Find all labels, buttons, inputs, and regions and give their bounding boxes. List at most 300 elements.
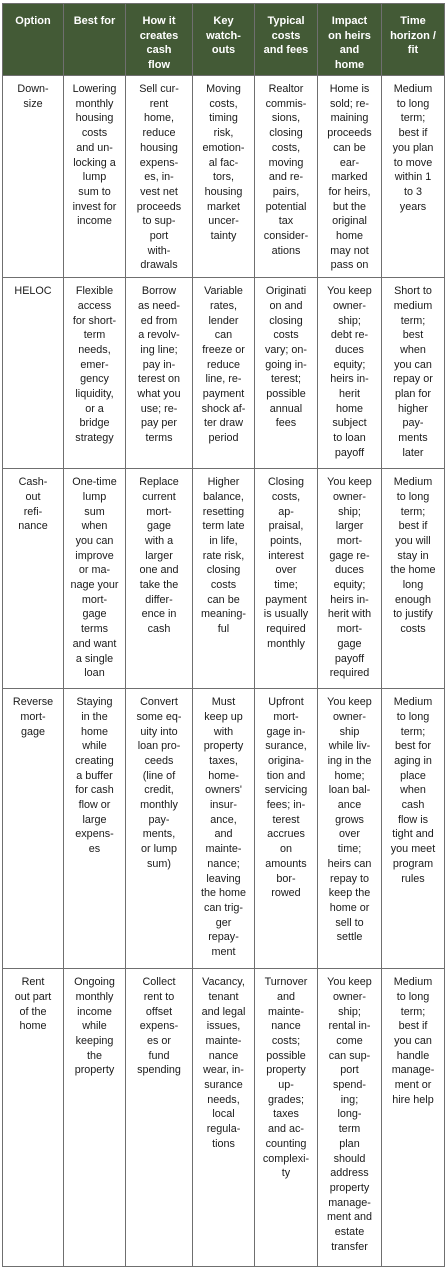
cell-line: Lowering <box>72 83 117 95</box>
cell-line: cash <box>147 623 171 636</box>
cell-line: pay in- <box>142 358 176 371</box>
cell-line: repay- <box>208 931 239 944</box>
cell-line: take the <box>139 579 179 592</box>
cell-line: ty <box>281 1167 291 1180</box>
cell-line: uncer- <box>208 215 239 228</box>
cell-line: Collect <box>142 976 176 989</box>
cell-line: monthly <box>140 799 178 812</box>
cell-line: cash <box>401 799 425 812</box>
cell-line: port <box>149 230 169 243</box>
cell-line: heirs in- <box>330 593 369 606</box>
table-body <box>3 76 445 1267</box>
cell-line: to move <box>393 156 433 169</box>
cell-line: come <box>336 1034 363 1047</box>
cell-line: heirs can <box>327 857 372 870</box>
cell-line: freeze or <box>202 343 245 356</box>
cell-line: es <box>88 843 101 856</box>
cell-line: owner- <box>332 490 366 503</box>
cell-line: housing <box>140 141 178 154</box>
cell-line: Replace <box>139 476 179 489</box>
cell-line: of the <box>19 1005 47 1018</box>
cell-line: but the <box>332 200 367 213</box>
cell-line: ations <box>271 244 301 257</box>
cell-line: tainty <box>210 230 237 243</box>
cell-line: the home <box>200 887 247 900</box>
cell-line: ear- <box>339 156 360 169</box>
cell-line: ship <box>339 725 360 738</box>
cell-line: invest for <box>72 200 117 213</box>
cell-line: outs <box>211 44 236 56</box>
cell-line: pay per <box>140 417 177 430</box>
column-header-costs-fees <box>255 4 318 76</box>
cell-line: you can <box>394 1034 432 1047</box>
cell-costs-fees <box>255 469 318 689</box>
cell-line: flow <box>148 58 170 71</box>
cell-line: later <box>402 446 424 459</box>
cell-line: Typical <box>267 15 305 27</box>
cell-line: Sell cur- <box>139 83 179 95</box>
cell-line: risk, <box>213 127 234 140</box>
cell-line: access <box>77 299 112 312</box>
cell-line: over <box>338 828 360 841</box>
cell-line: You keep <box>327 976 372 989</box>
cell-line: sions, <box>271 112 301 125</box>
cell-line: tight and <box>392 828 434 841</box>
cell-line: One-time <box>72 476 117 489</box>
cell-line: Turnover <box>264 976 308 989</box>
cell-line: income <box>77 215 112 228</box>
cell-best-for <box>64 689 126 969</box>
cell-line: Moving <box>206 83 241 95</box>
cell-line: wear, in- <box>203 1064 244 1077</box>
cell-line: payoff <box>334 446 365 459</box>
cell-line: You keep <box>327 476 372 489</box>
cell-line: to long <box>396 710 430 723</box>
cell-line: best for <box>394 740 431 753</box>
cell-line: transfer <box>331 1240 368 1253</box>
cell-watch-outs <box>193 278 255 469</box>
cell-line: required <box>329 667 370 680</box>
cell-line: local <box>212 1108 235 1121</box>
cell-line: expens- <box>139 156 179 169</box>
cell-line: Home is <box>329 83 370 95</box>
cell-best-for <box>64 76 126 278</box>
cell-line: leaving <box>206 872 241 885</box>
cell-line: subject <box>332 417 367 430</box>
cell-line: repay to <box>329 872 369 885</box>
cell-line: marked <box>331 171 368 184</box>
cell-cash-flow <box>126 969 193 1267</box>
cell-line: lump <box>82 490 107 503</box>
cell-line: keeping <box>75 1034 114 1047</box>
cell-line: size <box>23 97 43 110</box>
cell-line: home- <box>208 769 239 782</box>
cell-line: interest <box>268 549 304 562</box>
cell-line: costs, <box>271 141 301 154</box>
cell-line: commis- <box>265 97 307 110</box>
cell-best-for <box>64 278 126 469</box>
cell-line: rowed <box>271 887 301 900</box>
table-header <box>3 4 445 76</box>
cell-time-horizon <box>382 278 445 469</box>
cell-heirs-home <box>318 469 382 689</box>
cell-line: drawals <box>140 259 178 272</box>
cell-line: costs; <box>271 1034 301 1047</box>
cell-line: and legal <box>201 1005 246 1018</box>
cell-line: loan bal- <box>328 784 371 797</box>
cell-line: annual <box>269 402 303 415</box>
cell-line: for cash <box>75 784 114 797</box>
cell-line: meaning- <box>200 608 246 621</box>
cell-line: hire help <box>392 1093 434 1106</box>
cell-line: home <box>334 58 365 71</box>
cell-line: sum to <box>78 185 111 198</box>
cell-line: monthly <box>75 97 114 110</box>
cell-line: ceeds <box>144 754 174 767</box>
cell-line: sell to <box>335 916 364 929</box>
cell-line: payment <box>265 593 307 606</box>
cell-line: out part <box>14 990 52 1003</box>
table-row <box>3 278 445 469</box>
cell-line: term; <box>400 112 426 125</box>
cell-best-for <box>64 469 126 689</box>
cell-time-horizon <box>382 469 445 689</box>
cell-line: monthly <box>267 637 305 650</box>
cell-line: to long <box>396 97 430 110</box>
cell-line: term; <box>400 725 426 738</box>
cell-line: over <box>275 564 297 577</box>
cell-line: home <box>80 725 108 738</box>
cell-heirs-home <box>318 76 382 278</box>
cell-line: potential <box>265 200 307 213</box>
cell-line: owner- <box>332 299 366 312</box>
cell-line: property <box>74 1064 115 1077</box>
cell-line: You keep <box>327 696 372 709</box>
cell-line: for heirs, <box>328 185 371 198</box>
cell-line: es or <box>146 1034 171 1047</box>
cell-line: ap- <box>278 505 294 518</box>
cell-line: shock af- <box>201 402 246 415</box>
cell-line: ment <box>211 946 236 959</box>
cell-heirs-home <box>318 278 382 469</box>
cell-line: spending <box>137 1064 181 1077</box>
cell-line: expens- <box>139 1020 179 1033</box>
cell-line: medium <box>393 299 433 312</box>
cell-line: to loan <box>333 432 366 445</box>
cell-line: to sup- <box>142 215 176 228</box>
cell-line: pairs, <box>272 185 300 198</box>
cell-line: terms <box>81 623 108 636</box>
cell-line: keep the <box>328 887 371 900</box>
cell-heirs-home <box>318 969 382 1267</box>
cell-line: Short to <box>394 285 432 298</box>
cell-line: to justify <box>393 608 433 621</box>
cell-line: Key <box>213 15 234 27</box>
cell-line: Time <box>400 15 426 27</box>
cell-line: mort- <box>81 593 108 606</box>
cell-line: stay in <box>397 549 429 562</box>
cell-costs-fees <box>255 969 318 1267</box>
cell-line: terest on <box>137 373 180 386</box>
cell-cash-flow <box>126 469 193 689</box>
cell-best-for <box>64 969 126 1267</box>
cell-line: gage <box>82 608 107 621</box>
cell-line: bor- <box>276 872 296 885</box>
cell-line: ments <box>398 432 428 445</box>
cell-line: ance, <box>210 813 237 826</box>
cell-line: ship; <box>338 314 361 327</box>
cell-line: Originati <box>265 285 307 298</box>
cell-line: Rent <box>21 976 45 989</box>
cell-line: when <box>400 343 426 356</box>
cell-line: costs <box>273 329 299 342</box>
cell-line: Flexible <box>75 285 114 298</box>
cell-line: housing <box>75 112 114 125</box>
cell-line: owners' <box>205 784 242 797</box>
cell-line: gency <box>80 373 109 386</box>
cell-line: ment or <box>394 1079 432 1092</box>
cell-line: duces <box>335 564 364 577</box>
cell-line: best if <box>398 127 428 140</box>
table-row <box>3 76 445 278</box>
cell-line: Medium <box>393 976 433 989</box>
cell-line: and <box>214 828 233 841</box>
cell-line: or a <box>85 402 104 415</box>
cell-line: and fees <box>263 44 309 56</box>
cell-line: heirs in- <box>330 373 369 386</box>
cell-line: complexi- <box>262 1152 310 1165</box>
cell-line: tion and <box>266 769 306 782</box>
cell-line: nance <box>208 1049 239 1062</box>
cell-line: bridge <box>79 417 110 430</box>
cell-line: home or <box>329 901 370 914</box>
option-name-cell <box>3 969 64 1267</box>
column-header-heirs-home <box>318 4 382 76</box>
cell-line: ing line; <box>140 343 178 356</box>
cell-line: grows <box>335 813 364 826</box>
cell-line: plan for <box>394 388 431 401</box>
cell-line: How it <box>142 15 176 27</box>
option-name-cell <box>3 76 64 278</box>
cell-line: higher <box>397 402 428 415</box>
cell-line: costs, <box>271 490 301 503</box>
cell-line: Down- <box>17 83 49 95</box>
cell-line: terest <box>272 813 300 826</box>
cell-line: larger <box>335 520 364 533</box>
cell-line: insur- <box>210 799 237 812</box>
cell-line: nance; <box>207 857 240 870</box>
cell-line: emotion- <box>202 141 245 154</box>
cell-line: vary; on- <box>264 343 307 356</box>
cell-line: and ac- <box>267 1123 304 1136</box>
cell-line: fund <box>148 1049 170 1062</box>
cell-line: should <box>333 1152 366 1165</box>
cell-line: reduce <box>206 358 240 371</box>
cell-line: locking a <box>73 156 116 169</box>
cell-line: rent to <box>143 990 175 1003</box>
cell-line: tors, <box>213 171 234 184</box>
cell-watch-outs <box>193 689 255 969</box>
cell-line: when <box>81 520 108 533</box>
cell-line: plan <box>339 1137 360 1150</box>
header-row <box>3 4 445 76</box>
cell-line: emer- <box>80 358 109 371</box>
cell-line: you meet <box>390 843 436 856</box>
cell-line: within 1 <box>394 171 432 184</box>
cell-line: surance, <box>265 740 307 753</box>
cell-line: duces <box>335 343 364 356</box>
cell-line: can trig- <box>203 901 243 914</box>
cell-line: what you <box>137 388 181 401</box>
cell-line: rent <box>149 97 169 110</box>
cell-line: terms <box>145 432 173 445</box>
cell-line: in life, <box>209 534 238 547</box>
cell-line: lender <box>208 314 239 327</box>
cell-line: home; <box>334 769 365 782</box>
cell-line: property <box>329 1181 370 1194</box>
cell-line: taxes, <box>209 754 238 767</box>
cell-line: current <box>142 490 176 503</box>
cell-line: with a <box>144 534 174 547</box>
cell-line: you can <box>394 358 432 371</box>
cell-line: equity; <box>333 579 366 592</box>
cell-line: mainte- <box>267 1005 304 1018</box>
cell-line: in the <box>81 710 108 723</box>
cell-line: time; <box>274 579 298 592</box>
cell-line: with- <box>147 244 171 257</box>
cell-line: Best for <box>73 15 116 27</box>
cell-line: gage <box>146 520 172 533</box>
cell-line: Impact <box>331 15 368 27</box>
cell-line: housing <box>204 185 243 198</box>
option-name-cell <box>3 469 64 689</box>
cell-line: or ma- <box>78 564 111 577</box>
cell-time-horizon <box>382 969 445 1267</box>
cell-line: can <box>214 329 233 342</box>
cell-line: credit, <box>144 784 174 797</box>
cell-line: income <box>77 1005 112 1018</box>
cell-line: Upfront <box>268 696 304 709</box>
cell-line: closing <box>269 314 303 327</box>
cell-line: gage <box>20 725 46 738</box>
cell-line: lump <box>82 171 107 184</box>
cell-line: sum) <box>147 857 171 870</box>
table-row <box>3 689 445 969</box>
cell-line: manage- <box>391 1064 435 1077</box>
cell-line: as need- <box>137 299 181 312</box>
cell-line: Medium <box>393 83 433 95</box>
cell-line: tenant <box>208 990 239 1003</box>
cell-line: owner- <box>332 710 366 723</box>
cell-line: larger <box>145 549 173 562</box>
cell-line: ment and <box>326 1211 373 1224</box>
cell-line: flow or <box>78 799 111 812</box>
cell-line: refi- <box>23 505 43 518</box>
cell-line: maining <box>330 112 369 125</box>
cell-line: pass on <box>330 259 369 272</box>
cell-line: es, in- <box>144 171 174 184</box>
cell-line: going in- <box>265 358 307 371</box>
cell-line: and <box>339 44 360 56</box>
cell-line: herit <box>338 388 360 401</box>
cell-line: costs <box>271 29 301 42</box>
cell-line: tax <box>278 215 294 228</box>
cell-line: consider- <box>263 230 309 243</box>
cell-line: closing <box>206 564 241 577</box>
cell-line: the <box>86 1049 102 1062</box>
cell-line: place <box>400 769 426 782</box>
cell-line: payoff <box>334 652 365 665</box>
cell-line: Closing <box>267 476 304 489</box>
cell-line: term; <box>400 1005 426 1018</box>
cell-line: You keep <box>327 285 372 298</box>
cell-line: servicing <box>264 784 308 797</box>
column-header-option <box>3 4 64 76</box>
cell-line: HELOC <box>14 285 52 298</box>
cell-watch-outs <box>193 469 255 689</box>
cell-line: improve <box>75 549 114 562</box>
cell-line: reduce <box>142 127 176 140</box>
cell-line: on heirs <box>328 29 371 42</box>
cell-line: ter draw <box>203 417 243 430</box>
cell-line: pay- <box>148 813 170 826</box>
cell-line: needs, <box>207 1093 240 1106</box>
cell-line: a buffer <box>76 769 113 782</box>
cell-line: accrues <box>267 828 305 841</box>
cell-line: nage your <box>70 579 119 592</box>
cell-line: home, <box>143 112 174 125</box>
cell-line: horizon / <box>390 29 436 42</box>
cell-costs-fees <box>255 689 318 969</box>
cell-line: Borrow <box>141 285 177 298</box>
cell-line: rules <box>401 872 425 885</box>
cell-line: term late <box>202 520 245 533</box>
cell-costs-fees <box>255 278 318 469</box>
cell-line: best <box>402 329 424 342</box>
cell-line: mort- <box>146 505 172 518</box>
cell-line: moving <box>268 156 304 169</box>
cell-line: mort- <box>336 623 363 636</box>
cell-line: loan pro- <box>137 740 181 753</box>
cell-line: address <box>330 1167 369 1180</box>
cell-line: costs <box>81 127 108 140</box>
cell-line: mort- <box>273 710 299 723</box>
options-comparison-table <box>2 3 445 1267</box>
cell-line: terest; <box>270 373 301 386</box>
cell-line: is usually <box>263 608 309 621</box>
cell-line: up- <box>278 1079 294 1092</box>
cell-line: counting <box>265 1137 307 1150</box>
column-header-cash-flow <box>126 4 193 76</box>
cell-line: points, <box>270 534 302 547</box>
cell-line: ence in <box>141 608 177 621</box>
cell-watch-outs <box>193 969 255 1267</box>
cell-line: best if <box>398 1020 428 1033</box>
cell-line: program <box>392 857 434 870</box>
cell-line: Cash- <box>18 476 48 489</box>
cell-line: while liv- <box>328 740 371 753</box>
cell-line: Staying <box>76 696 113 709</box>
cell-line: while <box>82 1020 107 1033</box>
cell-line: amounts <box>265 857 307 870</box>
cell-line: closing <box>269 127 303 140</box>
cell-line: owner- <box>332 990 366 1003</box>
cell-watch-outs <box>193 76 255 278</box>
cell-line: loan <box>84 667 105 680</box>
cell-line: fit <box>407 44 419 56</box>
cell-line: ship; <box>338 1005 361 1018</box>
cell-line: market <box>207 200 240 213</box>
